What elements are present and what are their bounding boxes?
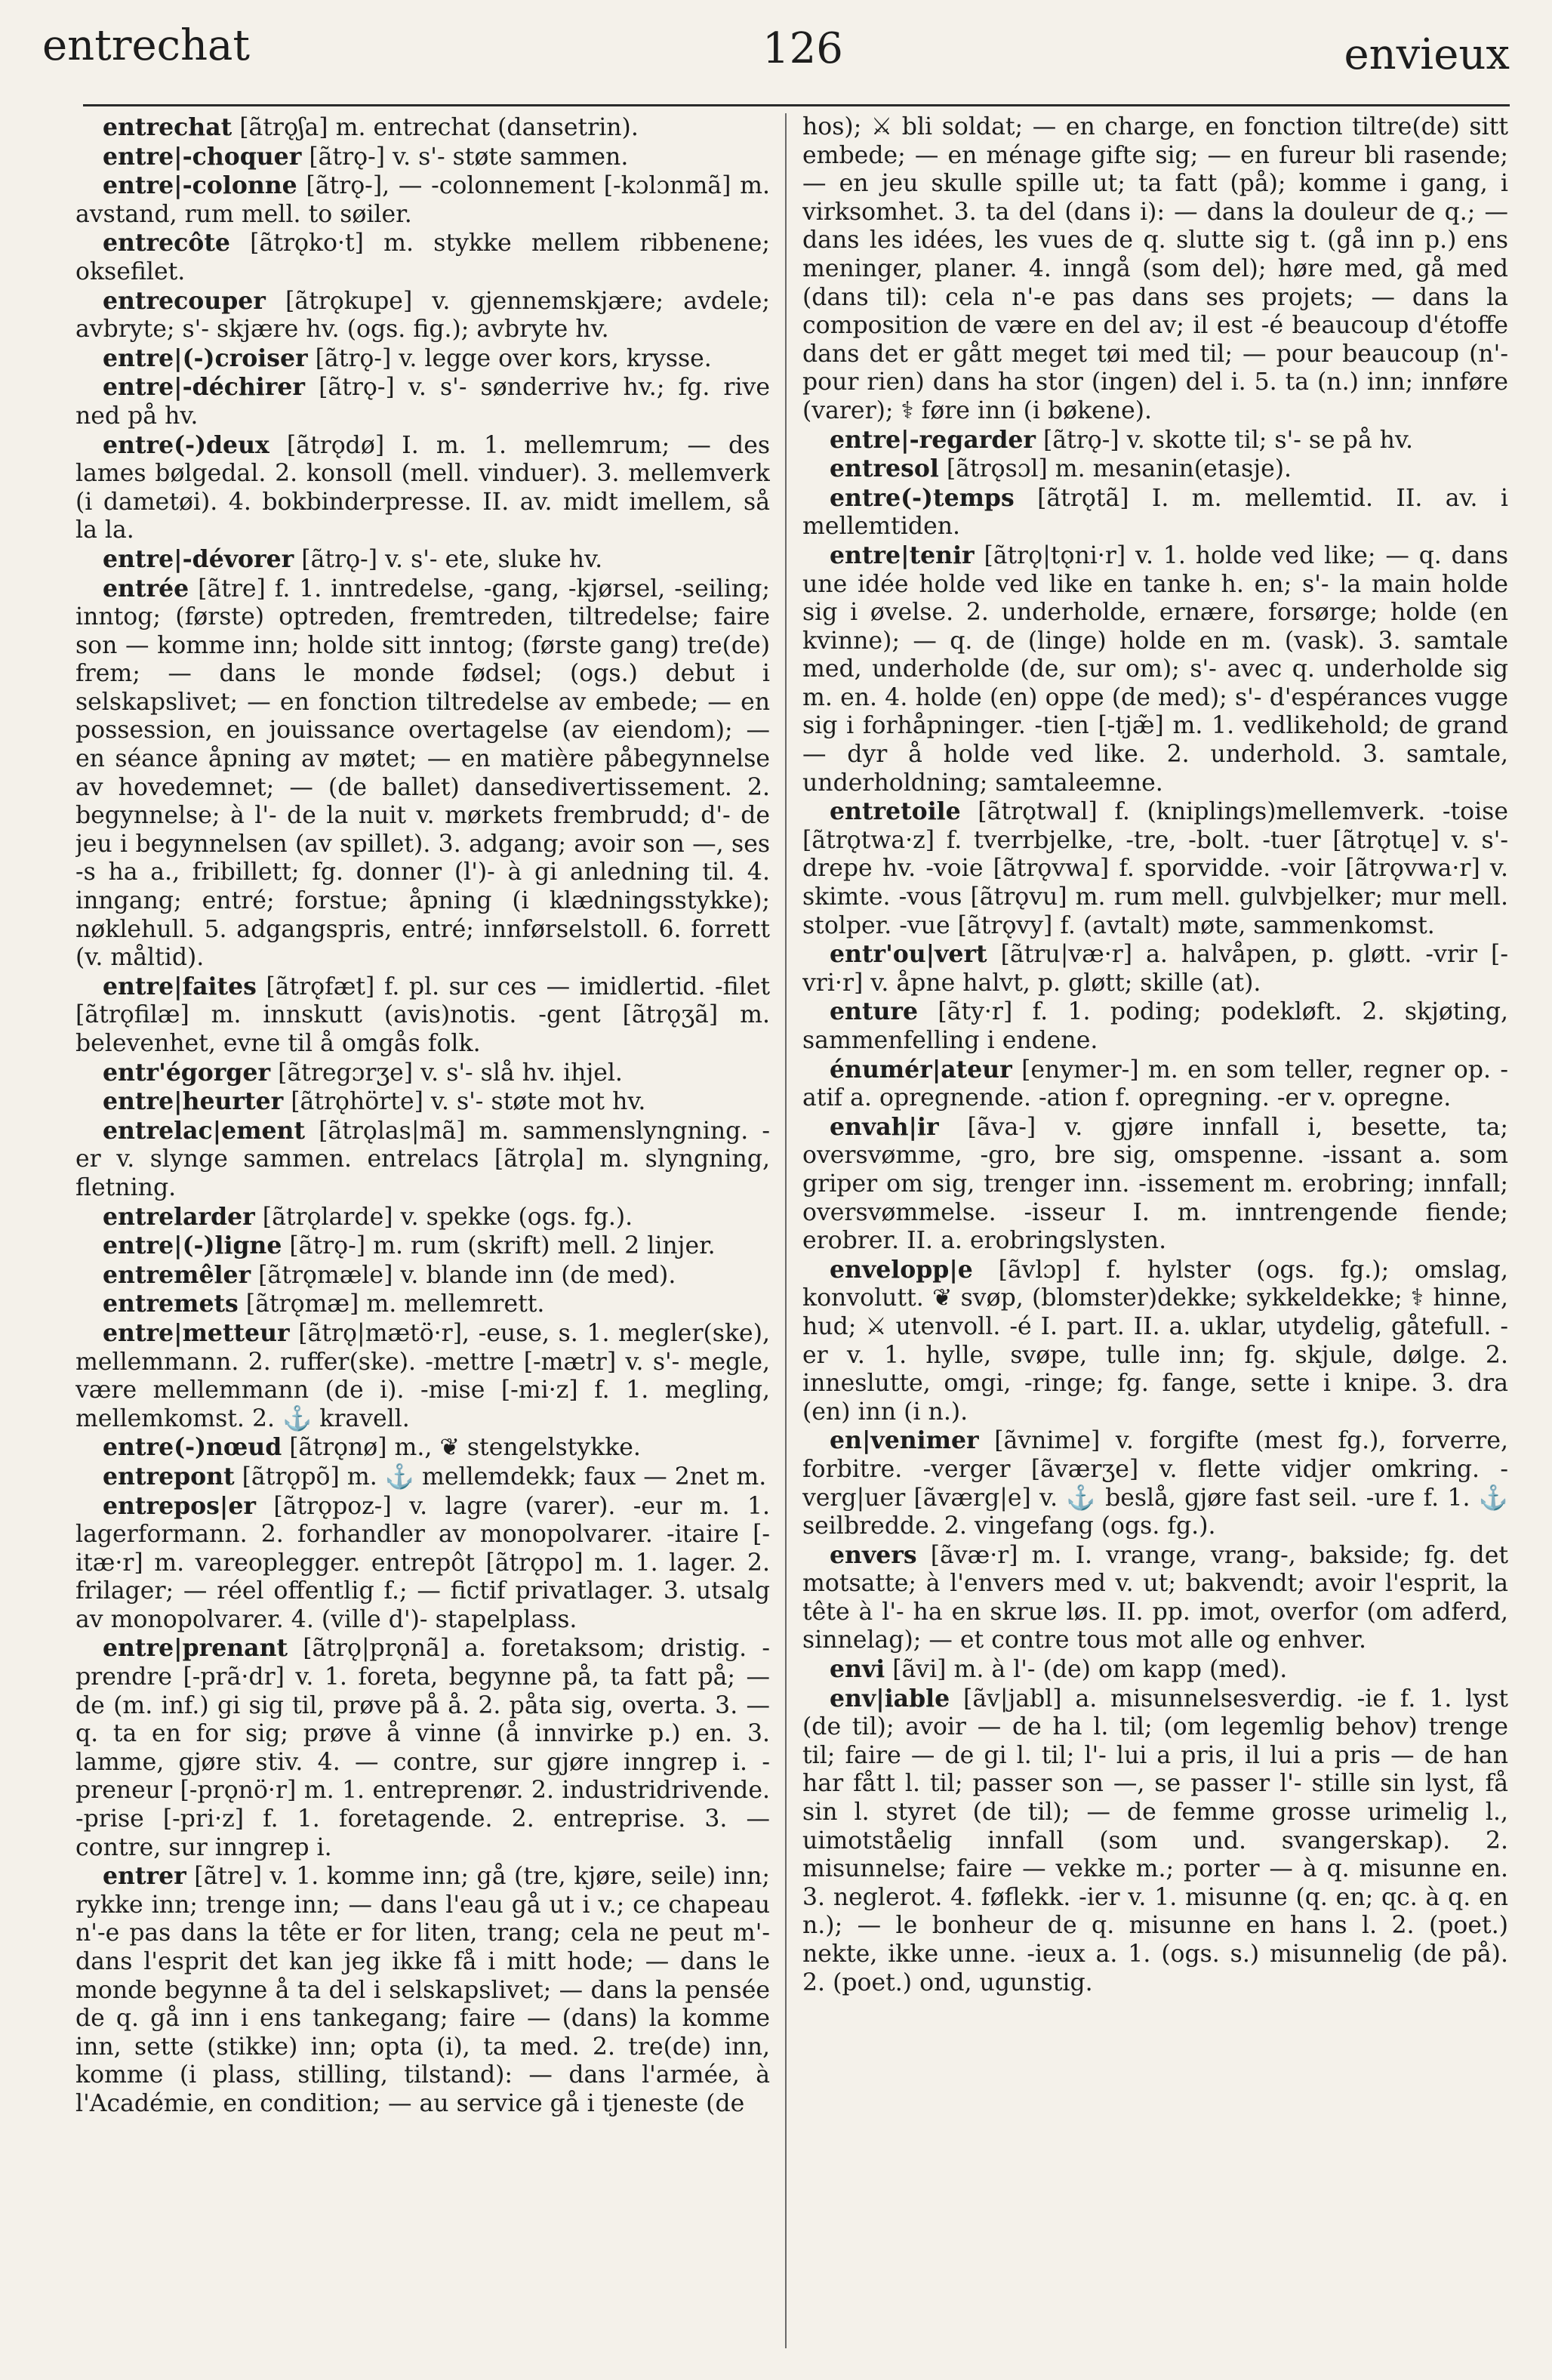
entry-definition: [ãtrǫ|mætö·r], -euse, s. 1. megler(ske), mellemmann. 2. ruffer(ske). -mettre [-mætr] v. s'- megle, være mellemmann (de i). -mise [-mi·z] f. 1. megling, mellemkomst. 2. ⚓ kravell. bbox=[75, 1319, 770, 1432]
entry-headword: envelopp|e bbox=[830, 1255, 973, 1284]
dictionary-entry bbox=[75, 373, 770, 430]
dictionary-entry bbox=[802, 113, 1508, 426]
dictionary-entry bbox=[75, 1862, 770, 2118]
entry-definition: [ãtrǫ-] v. skotte til; s'- se på hv. bbox=[1036, 426, 1414, 454]
entry-headword: entr'ou|vert bbox=[830, 940, 987, 969]
dictionary-entry bbox=[75, 1261, 770, 1290]
entry-headword: énumér|ateur bbox=[830, 1055, 1012, 1084]
entry-headword: entre|faites bbox=[103, 972, 257, 1000]
dictionary-entry bbox=[75, 1059, 770, 1088]
entry-definition: hos); ⚔ bli soldat; — en charge, en fonction tiltre(de) sitt embede; — en ménage gifte sig; — en fureur bli rasende; — en jeu skulle spille ut; ta fatt (på); komme i gang, i virksomhet. 3. ta del (dans i): — dans la douleur de q.; — dans les idées, les vues de q. slutte sig t. (gå inn p.) ens meninger, planer. 4. inngå (som del); høre med, gå med (dans til): cela n'-e pas dans ses projets; — dans la composition de være en del av; il est -é beaucoup d'étoffe dans det er gått meget tøi med til; — pour beaucoup (n'- pour rien) dans ha stor (ingen) del i. 5. ta (n.) inn; innføre (varer); ⚕ føre inn (i bøkene). bbox=[802, 113, 1508, 424]
dictionary-entry bbox=[75, 1433, 770, 1463]
entry-headword: entrecôte bbox=[103, 229, 230, 257]
entry-headword: envers bbox=[830, 1540, 917, 1569]
dictionary-entry bbox=[75, 171, 770, 229]
dictionary-entry bbox=[75, 287, 770, 344]
entry-headword: entrecouper bbox=[103, 286, 266, 315]
entry-definition: [ãtrǫ-] v. s'- sønderrive hv.; fg. rive ned på hv. bbox=[75, 374, 770, 430]
left-column bbox=[75, 113, 770, 2360]
entry-definition: [ãtrǫ|tǫni·r] v. 1. holde ved like; — q. dans une idée holde ved like en tanke h. en; s'- la main holde sig i øvelse. 2. underholde, ernære, forsørge; holde (en kvinne); — q. de (linge) holde en m. (vask). 3. samtale med, underholde (de, sur om); s'- avec q. underholde sig m. en. 4. holde (en) oppe (de med); s'- d'espérances vugge sig i forhåpninger. -tien [-tjæ̃] m. 1. vedlikehold; de grand — dyr å holde ved like. 2. underhold. 3. samtale, underholdning; samtaleemne. bbox=[802, 541, 1508, 797]
page-number: 126 bbox=[762, 24, 843, 73]
dictionary-entry bbox=[75, 113, 770, 143]
entry-headword: entre|heurter bbox=[103, 1087, 284, 1116]
entry-definition: [enymer-] m. en som teller, regner op. -atif a. opregnende. -ation f. opregning. -er v. opregne. bbox=[802, 1056, 1508, 1112]
dictionary-entry bbox=[802, 1056, 1508, 1113]
dictionary-entry bbox=[802, 426, 1508, 455]
entry-definition: [ãtrǫ-] v. s'- ete, sluke hv. bbox=[294, 545, 603, 573]
entry-definition: [ãtrǫlas|mã] m. sammenslyngning. -er v. slynge sammen. entrelacs [ãtrǫla] m. slyngning, fletning. bbox=[75, 1117, 770, 1201]
entry-definition: [ãtrǫlarde] v. spekke (ogs. fg.). bbox=[254, 1203, 633, 1231]
entry-definition: [ãtrǫ-] v. s'- støte sammen. bbox=[301, 143, 629, 171]
entry-headword: entre|-choquer bbox=[103, 142, 302, 171]
dictionary-entry bbox=[802, 1541, 1508, 1655]
header-rule bbox=[83, 104, 1510, 106]
entry-definition: [ãtrǫsɔl] m. mesanin(etasje). bbox=[938, 455, 1292, 483]
column-divider bbox=[785, 113, 787, 2348]
entry-headword: envah|ir bbox=[830, 1112, 939, 1141]
entry-definition: [ãtrǫ|prǫnã] a. foretaksom; dristig. -prendre [-prã·dr] v. 1. foreta, begynne på, ta fatt på; — de (m. inf.) gi sig til, prøve på å. 2. påta sig, overta. 3. — q. ta en for sig; prøve å vinne (å innvirke p.) en. 3. lamme, gjøre stiv. 4. — contre, sur gjøre inngrep i. -preneur [-prǫnö·r] m. 1. entreprenør. 2. industridrivende. -prise [-pri·z] f. 1. foretagende. 2. entreprise. 3. — contre, sur inngrep i. bbox=[75, 1635, 770, 1861]
entry-headword: enture bbox=[830, 997, 919, 1026]
entry-definition: [ãtrǫtwal] f. (kniplings)mellemverk. -toise [ãtrǫtwa·z] f. tverrbjelke, -tre, -bolt. -tuer [ãtrǫtųe] v. s'- drepe hv. -voie [ãtrǫvwa] f. sporvidde. -voir [ãtrǫvwa·r] v. skimte. -vous [ãtrǫvu] m. rum mell. gulvbjelker; mur mell. stolper. -vue [ãtrǫvy] f. (avtalt) møte, sammenkomst. bbox=[802, 798, 1508, 939]
entry-headword: entrechat bbox=[103, 113, 232, 141]
entry-headword: entretoile bbox=[830, 797, 961, 826]
dictionary-entry bbox=[75, 1232, 770, 1261]
entry-definition: [ãvnime] v. forgifte (mest fg.), forverre, forbitre. -verger [ãværʒe] v. flette vidjer omkring. -verg|uer [ãværg|e] v. ⚓ beslå, gjøre fast seil. -ure f. 1. ⚓ seilbredde. 2. vingefang (ogs. fg.). bbox=[802, 1427, 1508, 1540]
dictionary-entry bbox=[75, 1203, 770, 1232]
running-head-right: envieux bbox=[1344, 30, 1510, 79]
entry-headword: entrelarder bbox=[103, 1202, 255, 1231]
dictionary-entry bbox=[802, 541, 1508, 797]
entry-headword: entremêler bbox=[103, 1260, 251, 1289]
entry-definition: [ãv|jabl] a. misunnelsesverdig. -ie f. 1. lyst (de til); avoir — de ha l. til; (om legemlig behov) trenge til; faire — de gi l. til; l'- lui a pris, il lui a pris — de han har fått l. til; passer son —, se passer l'- stille sin lyst, få sin l. styret (de til); — de femme grosse urimelig l., uimotståelig innfall (som und. svangerskap). 2. misunnelse; faire — vekke m.; porter — à q. misunne en. 3. neglerot. 4. føflekk. -ier v. 1. misunne (q. en; qc. à q. en n.); — le bonheur de q. misunne en hans l. 2. (poet.) nekte, ikke unne. -ieux a. 1. (ogs. s.) misunnelig (de på). 2. (poet.) ond, ugunstig. bbox=[802, 1685, 1508, 1996]
dictionary-entry bbox=[802, 484, 1508, 541]
dictionary-entry bbox=[75, 1117, 770, 1203]
entry-headword: entresol bbox=[830, 455, 939, 483]
entry-headword: entre|prenant bbox=[103, 1634, 288, 1663]
entry-definition: [ãvlɔp] f. hylster (ogs. fg.); omslag, konvolutt. ❦ svøp, (blomster)dekke; sykkeldekke; ⚕ hinne, hud; ⚔ utenvoll. -é I. part. II. a. uklar, utydelig, gåtefull. -er v. 1. hylle, svøpe, tulle inn; fg. skjule, dølge. 2. inneslutte, omgi, -ringe; fg. fange, sette i knipe. 3. dra (en) inn (i n.). bbox=[802, 1256, 1508, 1426]
right-column bbox=[802, 113, 1508, 2360]
entry-definition: [ãtre] v. 1. komme inn; gå (tre, kjøre, seile) inn; rykke inn; trenge inn; — dans l'eau gå ut i v.; ce chapeau n'-e pas dans la tête er for liten, trang; cela ne peut m'- dans l'esprit det kan jeg ikke få i mitt hode; — dans le monde begynne å ta del i selskapslivet; — dans la pensée de q. gå inn i ens tankegang; faire — (dans) la komme inn, sette (stikke) inn; opta (i), ta med. 2. tre(de) inn, komme (i plass, stilling, tilstand): — dans l'armée, à l'Académie, en condition; — au service gå i tjeneste (de bbox=[75, 1863, 770, 2117]
entry-headword: entre(-)temps bbox=[830, 483, 1015, 512]
entry-headword: entre|-dévorer bbox=[103, 544, 294, 573]
entry-headword: entrelac|ement bbox=[103, 1116, 306, 1145]
running-head-left: entrechat bbox=[42, 21, 250, 70]
dictionary-entry bbox=[802, 455, 1508, 484]
entry-definition: [ãtrǫpõ] m. ⚓ mellemdekk; faux — 2net m. bbox=[234, 1463, 767, 1491]
entry-definition: [ãtrǫkupe] v. gjennemskjære; avdele; avbryte; s'- skjære hv. (ogs. fig.); avbryte hv. bbox=[75, 287, 770, 344]
entry-headword: envi bbox=[830, 1655, 885, 1684]
dictionary-entry bbox=[75, 1492, 770, 1635]
entry-definition: [ãtrǫtã] I. m. mellemtid. II. av. i mellemtiden. bbox=[802, 484, 1508, 541]
entry-headword: entre(-)deux bbox=[103, 430, 269, 459]
entry-headword: entremets bbox=[103, 1290, 239, 1318]
entry-headword: env|iable bbox=[830, 1684, 950, 1713]
dictionary-entry bbox=[802, 1685, 1508, 1998]
entry-headword: entrée bbox=[103, 574, 189, 603]
entry-definition: [ãty·r] f. 1. poding; podekløft. 2. skjøting, sammenfelling i endene. bbox=[802, 998, 1508, 1054]
entry-definition: [ãtrǫnø] m., ❦ stengelstykke. bbox=[282, 1434, 641, 1462]
dictionary-entry bbox=[75, 1463, 770, 1492]
dictionary-entry bbox=[802, 1426, 1508, 1540]
entry-definition: [ãvi] m. à l'- (de) om kapp (med). bbox=[885, 1656, 1288, 1684]
entry-headword: entre|tenir bbox=[830, 541, 975, 569]
entry-definition: [ãtrǫ-] m. rum (skrift) mell. 2 linjer. bbox=[282, 1232, 716, 1260]
entry-headword: entre|(-)croiser bbox=[103, 344, 308, 372]
dictionary-entry bbox=[802, 1256, 1508, 1427]
entry-definition: [ãtrǫ-] v. legge over kors, krysse. bbox=[307, 344, 712, 372]
entry-definition: [ãtrǫko·t] m. stykke mellem ribbenene; oksefilet. bbox=[75, 230, 770, 285]
dictionary-entry bbox=[75, 431, 770, 545]
entry-definition: [ãtrǫ-], — -colonnement [-kɔlɔnmã] m. avstand, rum mell. to søiler. bbox=[75, 172, 770, 228]
dictionary-entry bbox=[75, 1634, 770, 1862]
dictionary-entry bbox=[75, 143, 770, 172]
entry-definition: [ãtrǫʃa] m. entrechat (dansetrin). bbox=[232, 114, 639, 141]
entry-definition: [ãtrǫmæle] v. blande inn (de med). bbox=[251, 1261, 676, 1289]
entry-definition: [ãtre] f. 1. inntredelse, -gang, -kjørsel, -seiling; inntog; (første) optreden, fremtreden, tiltredelse; faire son — komme inn; holde sitt inntog; (første gang) tre(de) frem; — dans le monde fødsel; (ogs.) debut i selskapslivet; — en fonction tiltredelse av embede; — en possession, en jouissance overtagelse (av eiendom); — en séance åpning av møtet; — en matière påbegynnelse av hovedemnet; — (de ballet) dansedivertissement. 2. begynnelse; à l'- de la nuit v. mørkets frembrudd; d'- de jeu i begynnelsen (av spillet). 3. adgang; avoir son —, ses -s ha a., fribillett; fg. donner (l')- à gi anledning til. 4. inngang; entré; forstue; åpning (i klædningsstykke); nøklehull. 5. adgangspris, entré; innførselstoll. 6. forrett (v. måltid). bbox=[75, 575, 770, 972]
entry-definition: [ãvæ·r] m. I. vrange, vrang-, bakside; fg. det motsatte; à l'envers med v. ut; bakvendt; avoir l'esprit, la tête à l'- ha en skrue løs. II. pp. imot, overfor (om adferd, sinnelag); — et contre tous mot alle og enhver. bbox=[802, 1541, 1508, 1654]
entry-headword: entr'égorger bbox=[103, 1058, 271, 1087]
dictionary-entry bbox=[802, 797, 1508, 940]
dictionary-entry bbox=[75, 229, 770, 286]
entry-headword: entrepos|er bbox=[103, 1491, 256, 1520]
dictionary-entry bbox=[75, 1290, 770, 1319]
entry-definition: [ãtrǫpoz-] v. lagre (varer). -eur m. 1. lagerformann. 2. forhandler av monopolvarer. -itaire [-itæ·r] m. vareoplegger. entrepôt [ãtrǫpo] m. 1. lager. 2. frilager; — réel offentlig f.; — fictif privatlager. 3. utsalg av monopolvarer. 4. (ville d')- stapelplass. bbox=[75, 1492, 770, 1633]
entry-headword: entre|metteur bbox=[103, 1318, 290, 1347]
dictionary-entry bbox=[802, 940, 1508, 997]
dictionary-entry bbox=[75, 545, 770, 575]
page-header bbox=[0, 0, 1552, 98]
entry-headword: entrer bbox=[103, 1862, 186, 1891]
entry-headword: entre|-déchirer bbox=[103, 373, 306, 402]
dictionary-entry bbox=[75, 973, 770, 1059]
dictionary-entry bbox=[802, 1655, 1508, 1685]
dictionary-entry bbox=[75, 344, 770, 374]
entry-headword: entre(-)nœud bbox=[103, 1433, 282, 1462]
entry-headword: entre|(-)ligne bbox=[103, 1232, 282, 1260]
entry-definition: [ãtru|væ·r] a. halvåpen, p. gløtt. -vrir [-vri·r] v. åpne halvt, p. gløtt; skille (at). bbox=[802, 941, 1508, 997]
entry-definition: [ãva-] v. gjøre innfall i, besette, ta; oversvømme, -gro, bre sig, omspenne. -issant a. som griper om sig, trenger inn. -issement m. erobring; innfall; oversvømmelse. -isseur I. m. inntrengende fiende; erobrer. II. a. erobringslysten. bbox=[802, 1113, 1508, 1255]
dictionary-entry bbox=[75, 1087, 770, 1117]
entry-definition: [ãtrǫmæ] m. mellemrett. bbox=[238, 1290, 545, 1318]
dictionary-entry bbox=[802, 1113, 1508, 1256]
entry-definition: [ãtrǫdø] I. m. 1. mellemrum; — des lames bølgedal. 2. konsoll (mell. vinduer). 3. mellemverk (i dametøi). 4. bokbinderpresse. II. av. midt imellem, så la la. bbox=[75, 431, 770, 544]
dictionary-entry bbox=[75, 575, 770, 973]
entry-definition: [ãtrǫfæt] f. pl. sur ces — imidlertid. -filet [ãtrǫfilæ] m. innskutt (avis)notis. -gent [ãtrǫʒã] m. belevenhet, evne til å omgås folk. bbox=[75, 973, 770, 1057]
dictionary-entry bbox=[802, 997, 1508, 1055]
entry-definition: [ãtrǫhörte] v. s'- støte mot hv. bbox=[283, 1088, 646, 1116]
entry-headword: entre|-colonne bbox=[103, 171, 297, 200]
entry-headword: en|venimer bbox=[830, 1426, 979, 1455]
dictionary-entry bbox=[75, 1319, 770, 1433]
entry-definition: [ãtregɔrʒe] v. s'- slå hv. ihjel. bbox=[270, 1059, 623, 1087]
entry-headword: entrepont bbox=[103, 1462, 235, 1491]
entry-headword: entre|-regarder bbox=[830, 425, 1036, 454]
